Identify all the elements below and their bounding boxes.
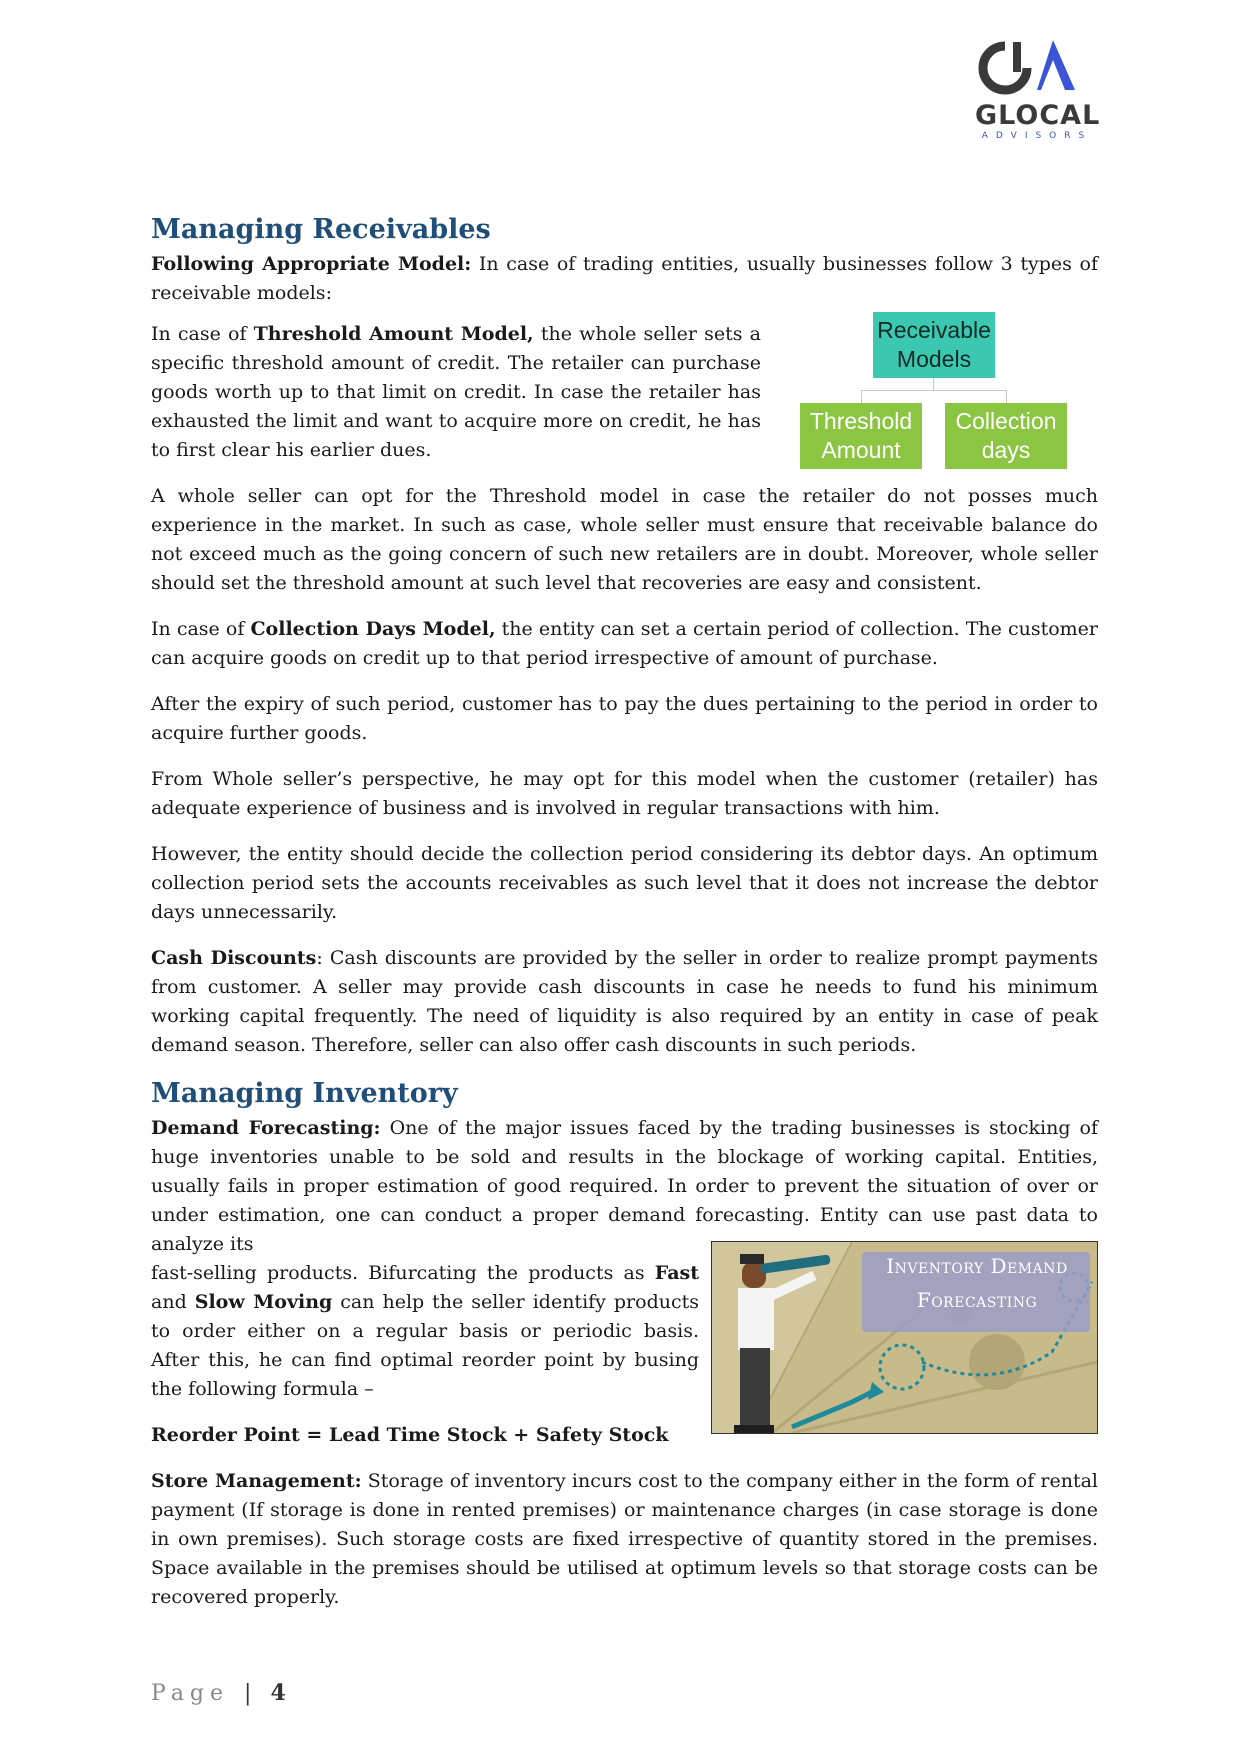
para-following-model	[151, 250, 1098, 308]
demand-cont-2: and	[151, 1291, 195, 1313]
reorder-formula	[151, 1421, 699, 1450]
formula-text: Reorder Point = Lead Time Stock + Safety Stock	[151, 1424, 669, 1446]
text-demand-forecasting: One of the major issues faced by the trading businesses is stocking of huge inventories unable to be sold and results in the blockage of working capital. Entities, usually fails in proper estimation of good required. In order to prevent the situation of over or under estimation, one can conduct a proper demand forecasting. Entity can use past data to analyze its	[151, 1117, 1098, 1255]
logo-mark-icon	[975, 38, 1095, 100]
para-cash-discounts	[151, 944, 1098, 1060]
diagram-root-node: Receivable Models	[873, 312, 995, 378]
label-slow-moving: Slow Moving	[194, 1291, 333, 1313]
diagram-node-collection: Collection days	[945, 403, 1067, 469]
label-fast: Fast	[654, 1262, 699, 1284]
para-expiry: After the expiry of such period, customer has to pay the dues pertaining to the period in order to acquire further goods.	[151, 693, 1098, 744]
logo-name: GLOCAL	[975, 100, 1101, 131]
logo-subtitle: ADVISORS	[981, 131, 1093, 141]
page-number: 4	[270, 1680, 286, 1706]
diagram-node-threshold: Threshold Amount	[800, 403, 922, 469]
demand-cont-3: can help the seller identify products to order either on a regular basis or periodic basis. After this, he can find optimal reorder point by busing the following formula –	[151, 1291, 699, 1400]
inventory-demand-image	[711, 1241, 1098, 1434]
para-demand-forecasting	[151, 1114, 1098, 1259]
label-following-model: Following Appropriate Model:	[151, 253, 472, 275]
label-cash-discounts: Cash Discounts	[151, 947, 317, 969]
collection-prefix: In case of	[151, 618, 251, 640]
label-threshold-model: Threshold Amount Model,	[253, 323, 534, 345]
page-label: Page	[151, 1681, 230, 1706]
label-demand-forecasting: Demand Forecasting:	[151, 1117, 381, 1139]
text-threshold-model: the whole seller sets a specific threshold amount of credit. The retailer can purchase goods worth up to that limit on credit. In case the retailer has exhausted the limit and want to acquire more on credit, he has to first clear his earlier dues.	[151, 323, 761, 461]
threshold-row	[151, 317, 1098, 482]
para-collection-model	[151, 615, 1098, 673]
heading-managing-inventory: Managing Inventory	[151, 1078, 458, 1109]
para-perspective: From Whole seller’s perspective, he may opt for this model when the customer (retailer) has adequate experience of business and is involved in regular transactions with him.	[151, 768, 1098, 819]
image-caption-line-1: Inventory Demand	[886, 1254, 1068, 1278]
para-however: However, the entity should decide the collection period considering its debtor days. An optimum collection period sets the accounts receivables as such level that it does not increase the debtor days unnecessarily.	[151, 843, 1098, 923]
heading-managing-receivables: Managing Receivables	[151, 214, 491, 245]
text-following-model: In case of trading entities, usually businesses follow 3 types of receivable models:	[151, 253, 1098, 304]
threshold-prefix: In case of	[151, 323, 254, 345]
label-store-management: Store Management:	[151, 1470, 362, 1492]
page-separator: |	[244, 1681, 252, 1706]
image-caption-line-2: Forecasting	[916, 1288, 1038, 1312]
text-store-management: Storage of inventory incurs cost to the company either in the form of rental payment (If storage is done in rented premises) or maintenance charges (in case storage is done in own premises). Such storage costs are fixed irrespective of quantity stored in the premises. Space available in the premises should be utilised at optimum levels so that storage costs can be recovered properly.	[151, 1470, 1098, 1608]
page-footer	[151, 1680, 286, 1706]
text-collection-model: the entity can set a certain period of collection. The customer can acquire goods on credit up to that period irrespective of amount of purchase.	[151, 618, 1098, 669]
para-fast-slow	[151, 1259, 699, 1404]
label-collection-model: Collection Days Model,	[250, 618, 496, 640]
company-logo	[975, 38, 1101, 141]
para-store-management	[151, 1467, 1098, 1612]
text-cash-discounts: : Cash discounts are provided by the seller in order to realize prompt payments from customer. A seller may provide cash discounts in case he needs to fund his minimum working capital frequently. The need of liquidity is also required by an entity in case of peak demand season. Therefore, seller can also offer cash discounts in such periods.	[151, 947, 1098, 1056]
para-threshold-model	[151, 320, 761, 465]
receivable-models-diagram	[800, 312, 1083, 482]
demand-cont-1: fast-selling products. Bifurcating the products as	[151, 1262, 655, 1284]
para-threshold-use: A whole seller can opt for the Threshold model in case the retailer do not posses much experience in the market. In such as case, whole seller must ensure that receivable balance do not exceed much as the going concern of such new retailers are in doubt. Moreover, whole seller should set the threshold amount at such level that recoveries are easy and consistent.	[151, 485, 1098, 594]
